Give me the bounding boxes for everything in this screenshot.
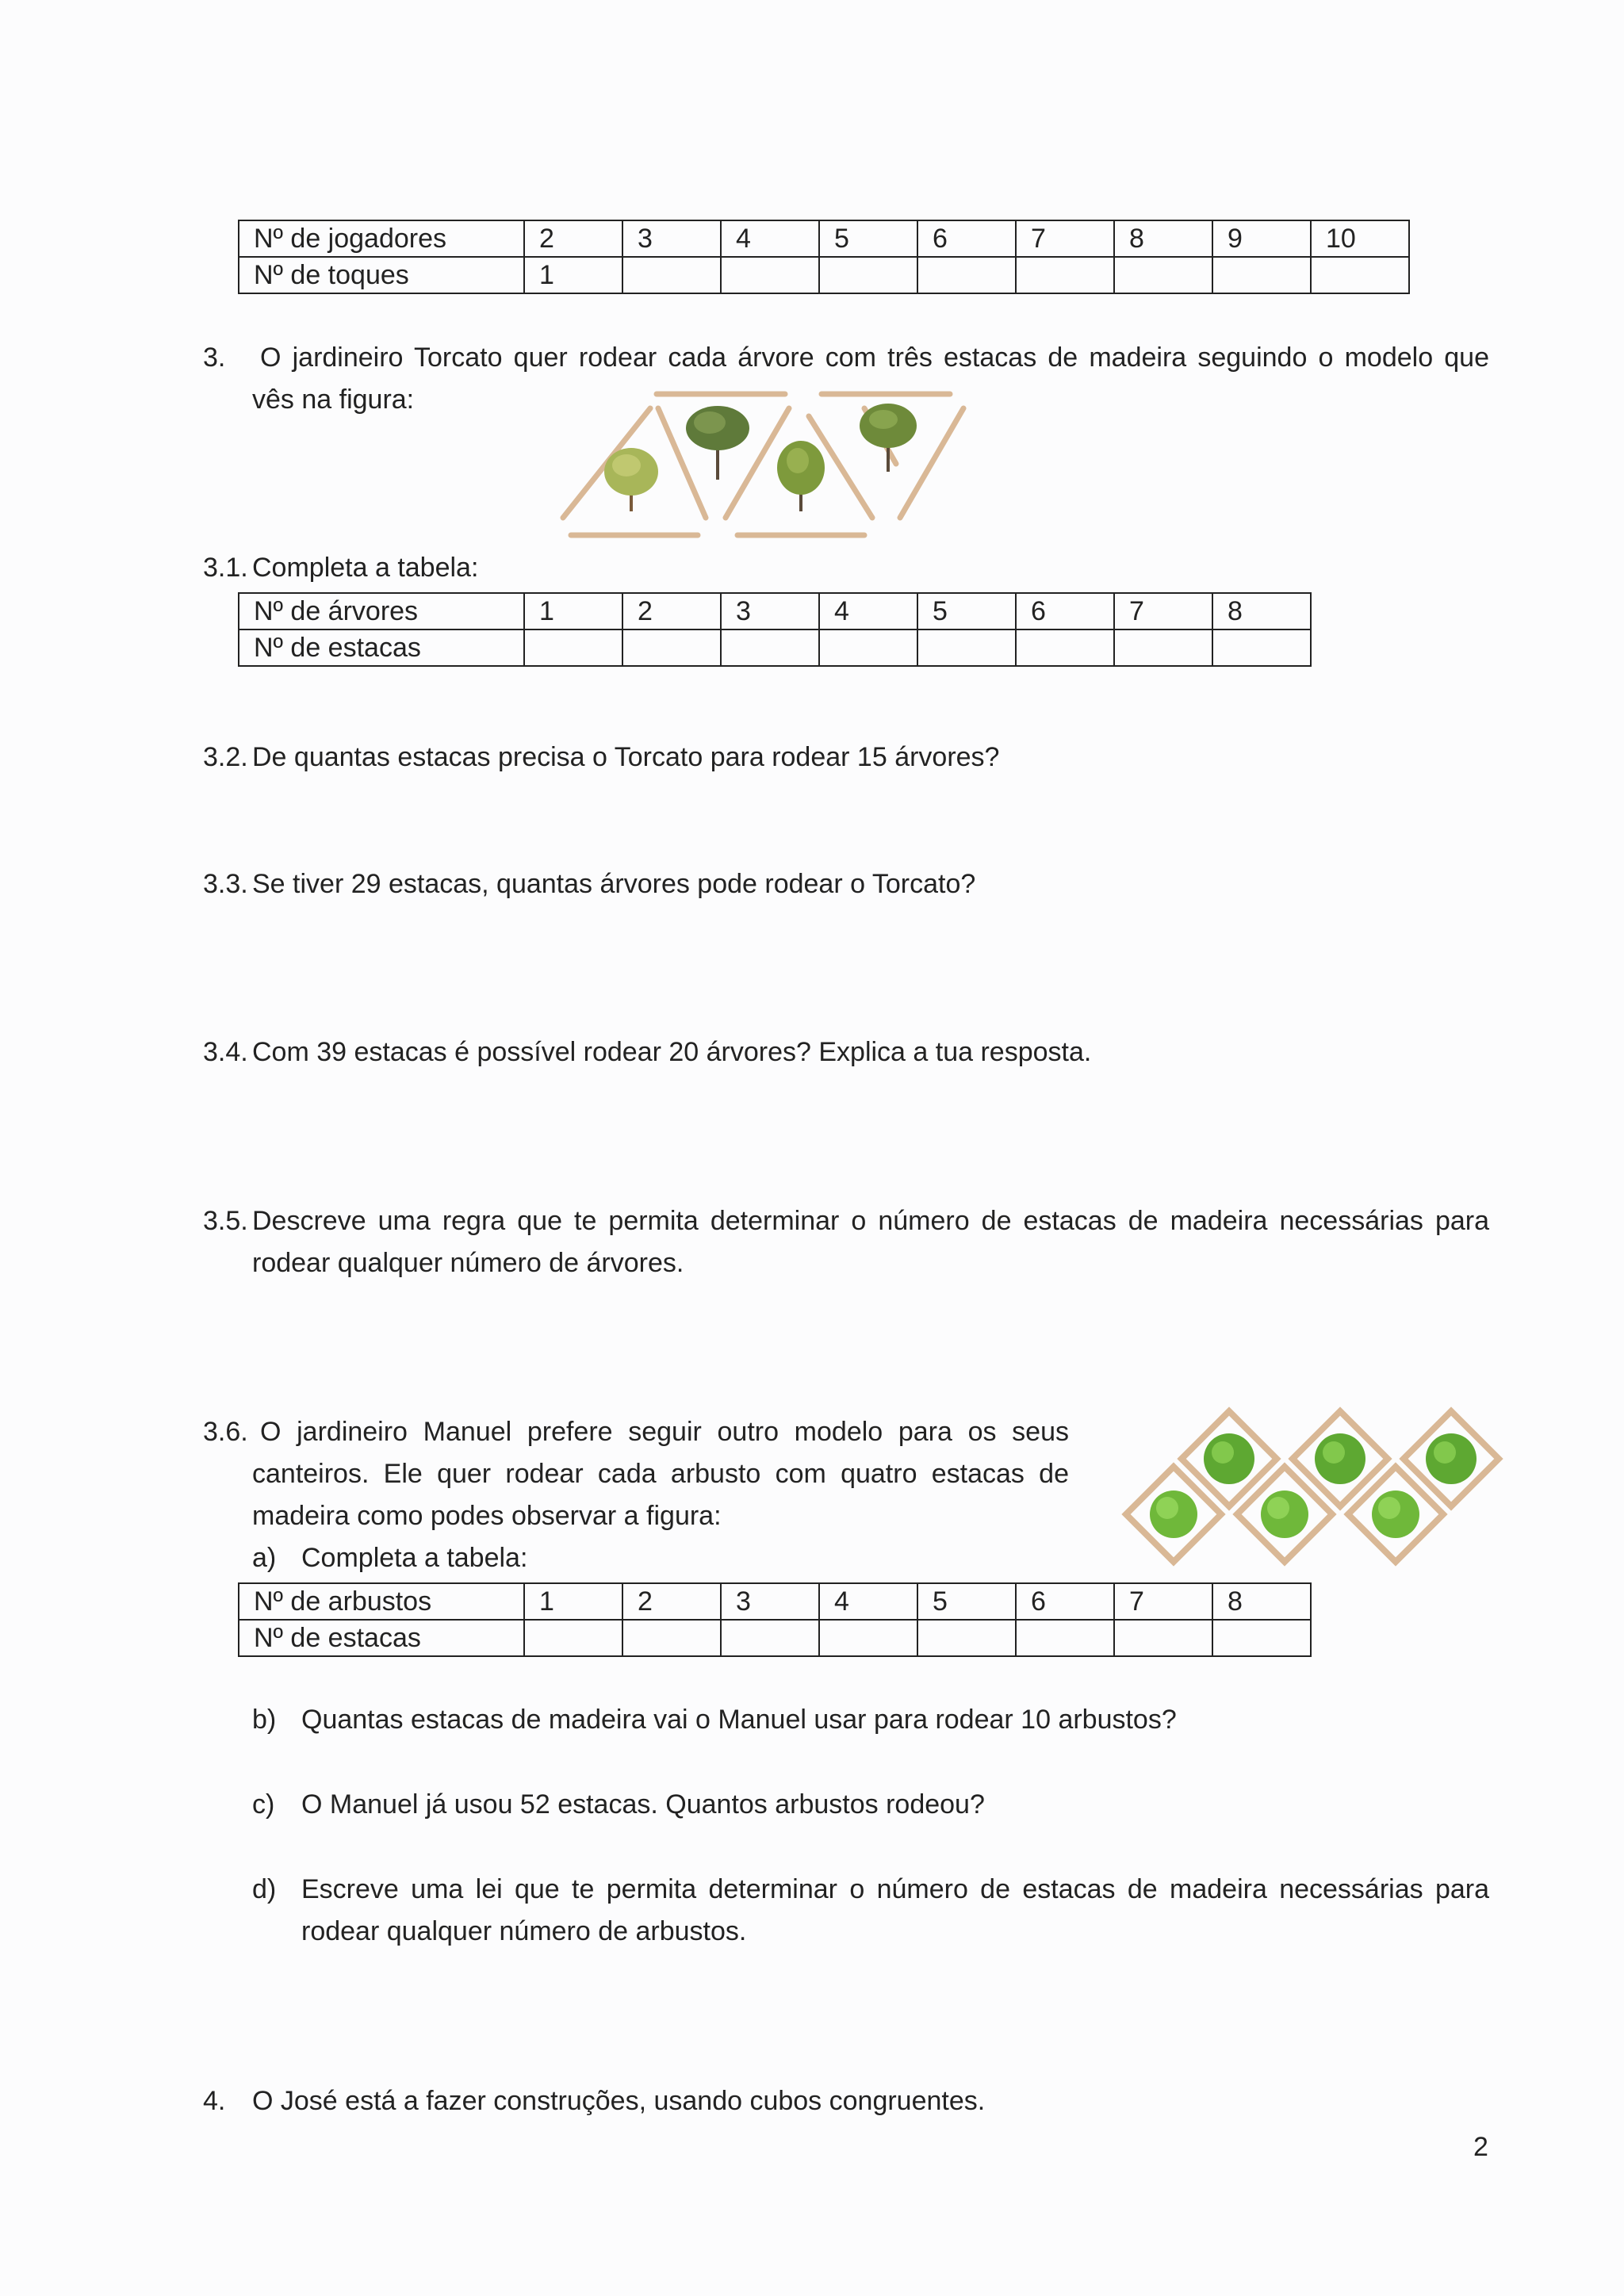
players-table (238, 220, 1410, 294)
table-row (239, 593, 1311, 629)
tree-icon (604, 448, 658, 511)
table-cell[interactable]: 10 (1311, 220, 1409, 257)
table-cell[interactable] (524, 629, 622, 666)
row-header: Nº de árvores (239, 593, 524, 629)
table-cell[interactable]: 1 (524, 257, 622, 293)
table-cell[interactable] (524, 1620, 622, 1656)
table-cell[interactable]: 7 (1114, 593, 1212, 629)
question-text: Se tiver 29 estacas, quantas árvores pode rodear o Torcato? (252, 869, 976, 899)
table-cell[interactable] (819, 257, 917, 293)
table-row (239, 629, 1311, 666)
option-text: rodear qualquer número de arbustos. (301, 1916, 747, 1946)
table-cell[interactable] (1311, 257, 1409, 293)
table-cell[interactable]: 2 (524, 220, 622, 257)
table-cell[interactable] (1114, 629, 1212, 666)
table-cell[interactable] (721, 1620, 819, 1656)
question-number: 3.5. (203, 1206, 248, 1236)
table-row (239, 257, 1409, 293)
table-cell[interactable] (1212, 629, 1311, 666)
table-cell[interactable]: 7 (1016, 220, 1114, 257)
table-cell[interactable] (1016, 257, 1114, 293)
shrub-icon (1426, 1433, 1477, 1484)
table-row (239, 1583, 1311, 1620)
table-cell[interactable]: 5 (819, 220, 917, 257)
table-cell[interactable]: 4 (819, 1583, 917, 1620)
question-text: vês na figura: (252, 385, 415, 415)
shrubs-table (238, 1582, 1312, 1657)
table-cell[interactable]: 6 (1016, 593, 1114, 629)
table-cell[interactable] (622, 629, 721, 666)
question-number: 3.1. (203, 553, 248, 583)
question-number: 4. (203, 2086, 226, 2116)
option-label: a) (252, 1543, 277, 1573)
table-cell[interactable]: 5 (917, 593, 1016, 629)
table-cell[interactable] (819, 1620, 917, 1656)
table-cell[interactable]: 4 (819, 593, 917, 629)
question-text: canteiros. Ele quer rodear cada arbusto com quatro estacas de (252, 1459, 1069, 1489)
table-cell[interactable] (622, 257, 721, 293)
table-cell[interactable] (721, 629, 819, 666)
option-text: Completa a tabela: (301, 1543, 528, 1573)
table-cell[interactable] (721, 257, 819, 293)
table-row (239, 1620, 1311, 1656)
tree-icon (777, 441, 825, 511)
shrub-icon (1315, 1433, 1365, 1484)
question-text: O jardineiro Torcato quer rodear cada árvore com três estacas de madeira seguindo o modelo que (260, 342, 1489, 373)
table-cell[interactable]: 6 (1016, 1583, 1114, 1620)
table-cell[interactable] (1212, 257, 1311, 293)
question-number: 3.6. (203, 1417, 248, 1447)
table-cell[interactable]: 7 (1114, 1583, 1212, 1620)
table-cell[interactable] (622, 1620, 721, 1656)
question-number: 3.4. (203, 1037, 248, 1067)
row-header: Nº de toques (239, 257, 524, 293)
tree-icon (860, 404, 917, 472)
trees-table (238, 592, 1312, 667)
question-text: Com 39 estacas é possível rodear 20 árvores? Explica a tua resposta. (252, 1037, 1092, 1067)
option-text: Quantas estacas de madeira vai o Manuel usar para rodear 10 arbustos? (301, 1705, 1177, 1735)
question-number: 3.3. (203, 869, 248, 899)
table-row (239, 220, 1409, 257)
option-text: Escreve uma lei que te permita determinar o número de estacas de madeira necessárias para (301, 1874, 1489, 1904)
tree-icon (686, 406, 749, 480)
question-text: O José está a fazer construções, usando cubos congruentes. (252, 2086, 986, 2116)
page-number: 2 (1473, 2132, 1488, 2162)
table-cell[interactable]: 1 (524, 593, 622, 629)
table-cell[interactable]: 1 (524, 1583, 622, 1620)
trees-triangles-figure (547, 385, 975, 543)
table-cell[interactable] (819, 629, 917, 666)
table-cell[interactable]: 4 (721, 220, 819, 257)
table-cell[interactable] (917, 1620, 1016, 1656)
table-cell[interactable]: 8 (1114, 220, 1212, 257)
table-cell[interactable]: 8 (1212, 1583, 1311, 1620)
table-cell[interactable]: 6 (917, 220, 1016, 257)
table-cell[interactable] (1114, 257, 1212, 293)
option-label: c) (252, 1789, 275, 1820)
option-label: b) (252, 1705, 277, 1735)
table-cell[interactable] (1016, 1620, 1114, 1656)
question-text: Completa a tabela: (252, 553, 479, 583)
question-number: 3.2. (203, 742, 248, 772)
row-header: Nº de jogadores (239, 220, 524, 257)
table-cell[interactable]: 3 (721, 593, 819, 629)
shrub-icon (1261, 1490, 1308, 1538)
option-text: O Manuel já usou 52 estacas. Quantos arbustos rodeou? (301, 1789, 985, 1820)
table-cell[interactable]: 3 (622, 220, 721, 257)
table-cell[interactable]: 3 (721, 1583, 819, 1620)
table-cell[interactable] (917, 629, 1016, 666)
question-text: Descreve uma regra que te permita determinar o número de estacas de madeira necessárias para (252, 1206, 1489, 1236)
question-text: O jardineiro Manuel prefere seguir outro modelo para os seus (260, 1417, 1069, 1447)
shrub-icon (1372, 1490, 1419, 1538)
shrub-icon (1204, 1433, 1254, 1484)
question-text: rodear qualquer número de árvores. (252, 1248, 684, 1278)
table-cell[interactable]: 9 (1212, 220, 1311, 257)
table-cell[interactable]: 5 (917, 1583, 1016, 1620)
table-cell[interactable] (1114, 1620, 1212, 1656)
row-header: Nº de arbustos (239, 1583, 524, 1620)
option-label: d) (252, 1874, 277, 1904)
row-header: Nº de estacas (239, 1620, 524, 1656)
shrubs-diamonds-figure (1094, 1395, 1507, 1570)
row-header: Nº de estacas (239, 629, 524, 666)
table-cell[interactable]: 2 (622, 593, 721, 629)
table-cell[interactable]: 8 (1212, 593, 1311, 629)
question-text: De quantas estacas precisa o Torcato para rodear 15 árvores? (252, 742, 1000, 772)
table-cell[interactable] (1212, 1620, 1311, 1656)
table-cell[interactable] (917, 257, 1016, 293)
question-text: madeira como podes observar a figura: (252, 1501, 722, 1531)
table-cell[interactable] (1016, 629, 1114, 666)
shrub-icon (1150, 1490, 1197, 1538)
question-number: 3. (203, 342, 226, 373)
table-cell[interactable]: 2 (622, 1583, 721, 1620)
